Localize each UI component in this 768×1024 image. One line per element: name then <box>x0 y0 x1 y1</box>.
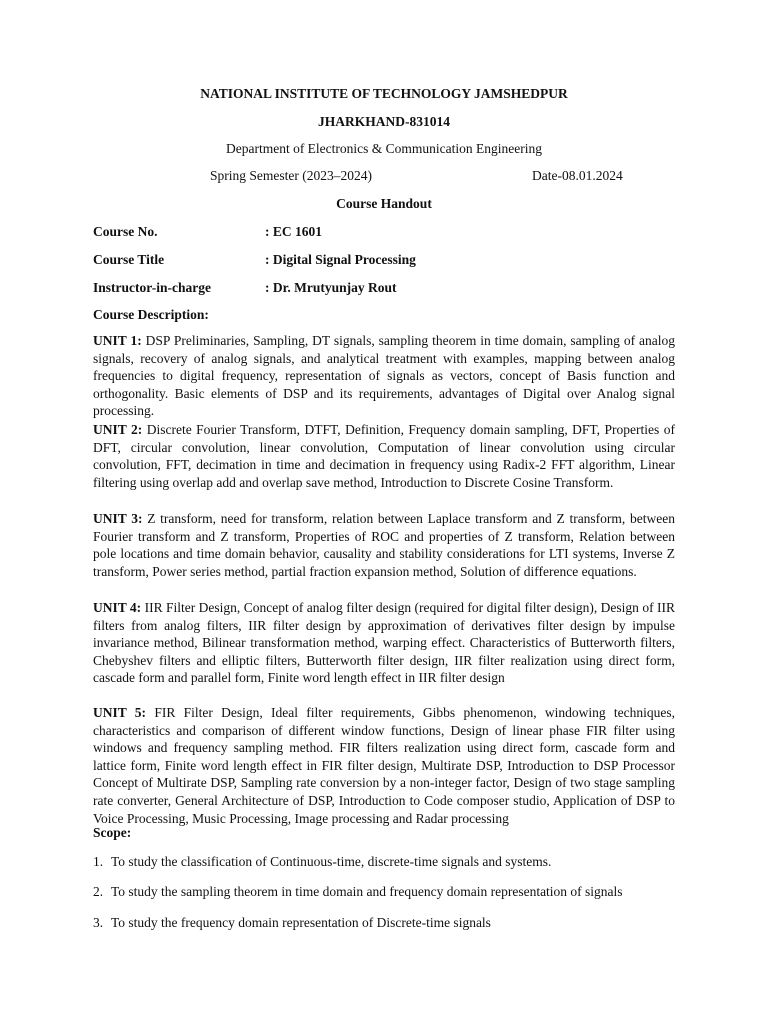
course-title-value: : Digital Signal Processing <box>265 252 416 267</box>
unit-label: UNIT 2: <box>93 422 143 437</box>
scope-item-text: To study the sampling theorem in time domain and frequency domain representation of signals <box>111 884 623 899</box>
unit-text: FIR Filter Design, Ideal filter requirements, Gibbs phenomenon, windowing techniques, characteristics and comparison of different window functions, Design of linear phase FIR filter using windows and frequency sampling method. FIR filters realization using direct form, cascade form and lattice form, Finite word length effect in FIR filter design, Multirate DSP, Introduction to DSP Processor Concept of Multirate DSP, Sampling rate conversion by a non-integer factor, Design of two stage sampling rate converter, General Architecture of DSP, Introduction to Code composer studio, Application of DSP to Voice Processing, Music Processing, Image processing and Radar processing <box>93 705 675 826</box>
course-no-label: Course No. <box>93 224 158 239</box>
unit-paragraph <box>93 599 675 687</box>
scope-item <box>93 854 551 870</box>
scope-item-number: 1. <box>93 854 104 869</box>
handout-title: Course Handout <box>336 196 432 211</box>
unit-paragraph <box>93 510 675 580</box>
institute-address: JHARKHAND-831014 <box>318 114 450 129</box>
unit-text: IIR Filter Design, Concept of analog filter design (required for digital filter design), Design of IIR filters from analog filters, IIR filter design by approximation of derivatives filter design by impulse invariance method, Bilinear transformation method, warping effect. Characteristics of Butterworth filters, Chebyshev filters and elliptic filters, Butterworth filter design, IIR filter realization using direct form, cascade form and parallel form, Finite word length effect in IIR filter design <box>93 600 675 686</box>
course-no-value: : EC 1601 <box>265 224 322 239</box>
date-text: Date-08.01.2024 <box>532 168 623 183</box>
unit-label: UNIT 4: <box>93 600 142 615</box>
unit-text: Discrete Fourier Transform, DTFT, Definition, Frequency domain sampling, DFT, Properties of DFT, circular convolution, linear convolution, Computation of linear convolution using circular convolution, FFT, decimation in time and decimation in frequency using Radix-2 FFT algorithm, Linear filtering using overlap add and overlap save method, Introduction to Discrete Cosine Transform. <box>93 422 675 490</box>
scope-item <box>93 915 491 931</box>
scope-item-text: To study the classification of Continuous-time, discrete-time signals and systems. <box>111 854 552 869</box>
unit-text: Z transform, need for transform, relation between Laplace transform and Z transform, between Fourier transform and Z transform, Properties of ROC and properties of Z transform, Relation between pole locations and time domain behavior, causality and stability considerations for LTI systems, Inverse Z transform, Power series method, partial fraction expansion method, Solution of difference equations. <box>93 511 675 579</box>
scope-item-number: 2. <box>93 884 104 899</box>
unit-label: UNIT 1: <box>93 333 142 348</box>
instructor-label: Instructor-in-charge <box>93 280 211 295</box>
scope-item-number: 3. <box>93 915 104 930</box>
unit-label: UNIT 3: <box>93 511 143 526</box>
unit-label: UNIT 5: <box>93 705 147 720</box>
unit-paragraph <box>93 704 675 827</box>
scope-item <box>93 884 623 900</box>
unit-paragraph <box>93 421 675 491</box>
scope-heading: Scope: <box>93 825 132 840</box>
department-name: Department of Electronics & Communication Engineering <box>225 141 543 156</box>
course-description-heading: Course Description: <box>93 307 209 322</box>
unit-text: DSP Preliminaries, Sampling, DT signals, sampling theorem in time domain, sampling of analog signals, recovery of analog signals, and analytical treatment with examples, mapping between analog frequencies to digital frequency, representation of signals as vectors, concept of Basis function and orthogonality. Basic elements of DSP and its requirements, advantages of Digital over Analog signal processing. <box>93 333 676 419</box>
institute-name: NATIONAL INSTITUTE OF TECHNOLOGY JAMSHEDPUR <box>200 86 568 101</box>
semester-text: Spring Semester (2023–2024) <box>210 168 372 183</box>
course-title-label: Course Title <box>93 252 165 267</box>
scope-item-text: To study the frequency domain representation of Discrete-time signals <box>111 915 491 930</box>
instructor-value: : Dr. Mrutyunjay Rout <box>265 280 397 295</box>
unit-paragraph <box>93 332 675 420</box>
